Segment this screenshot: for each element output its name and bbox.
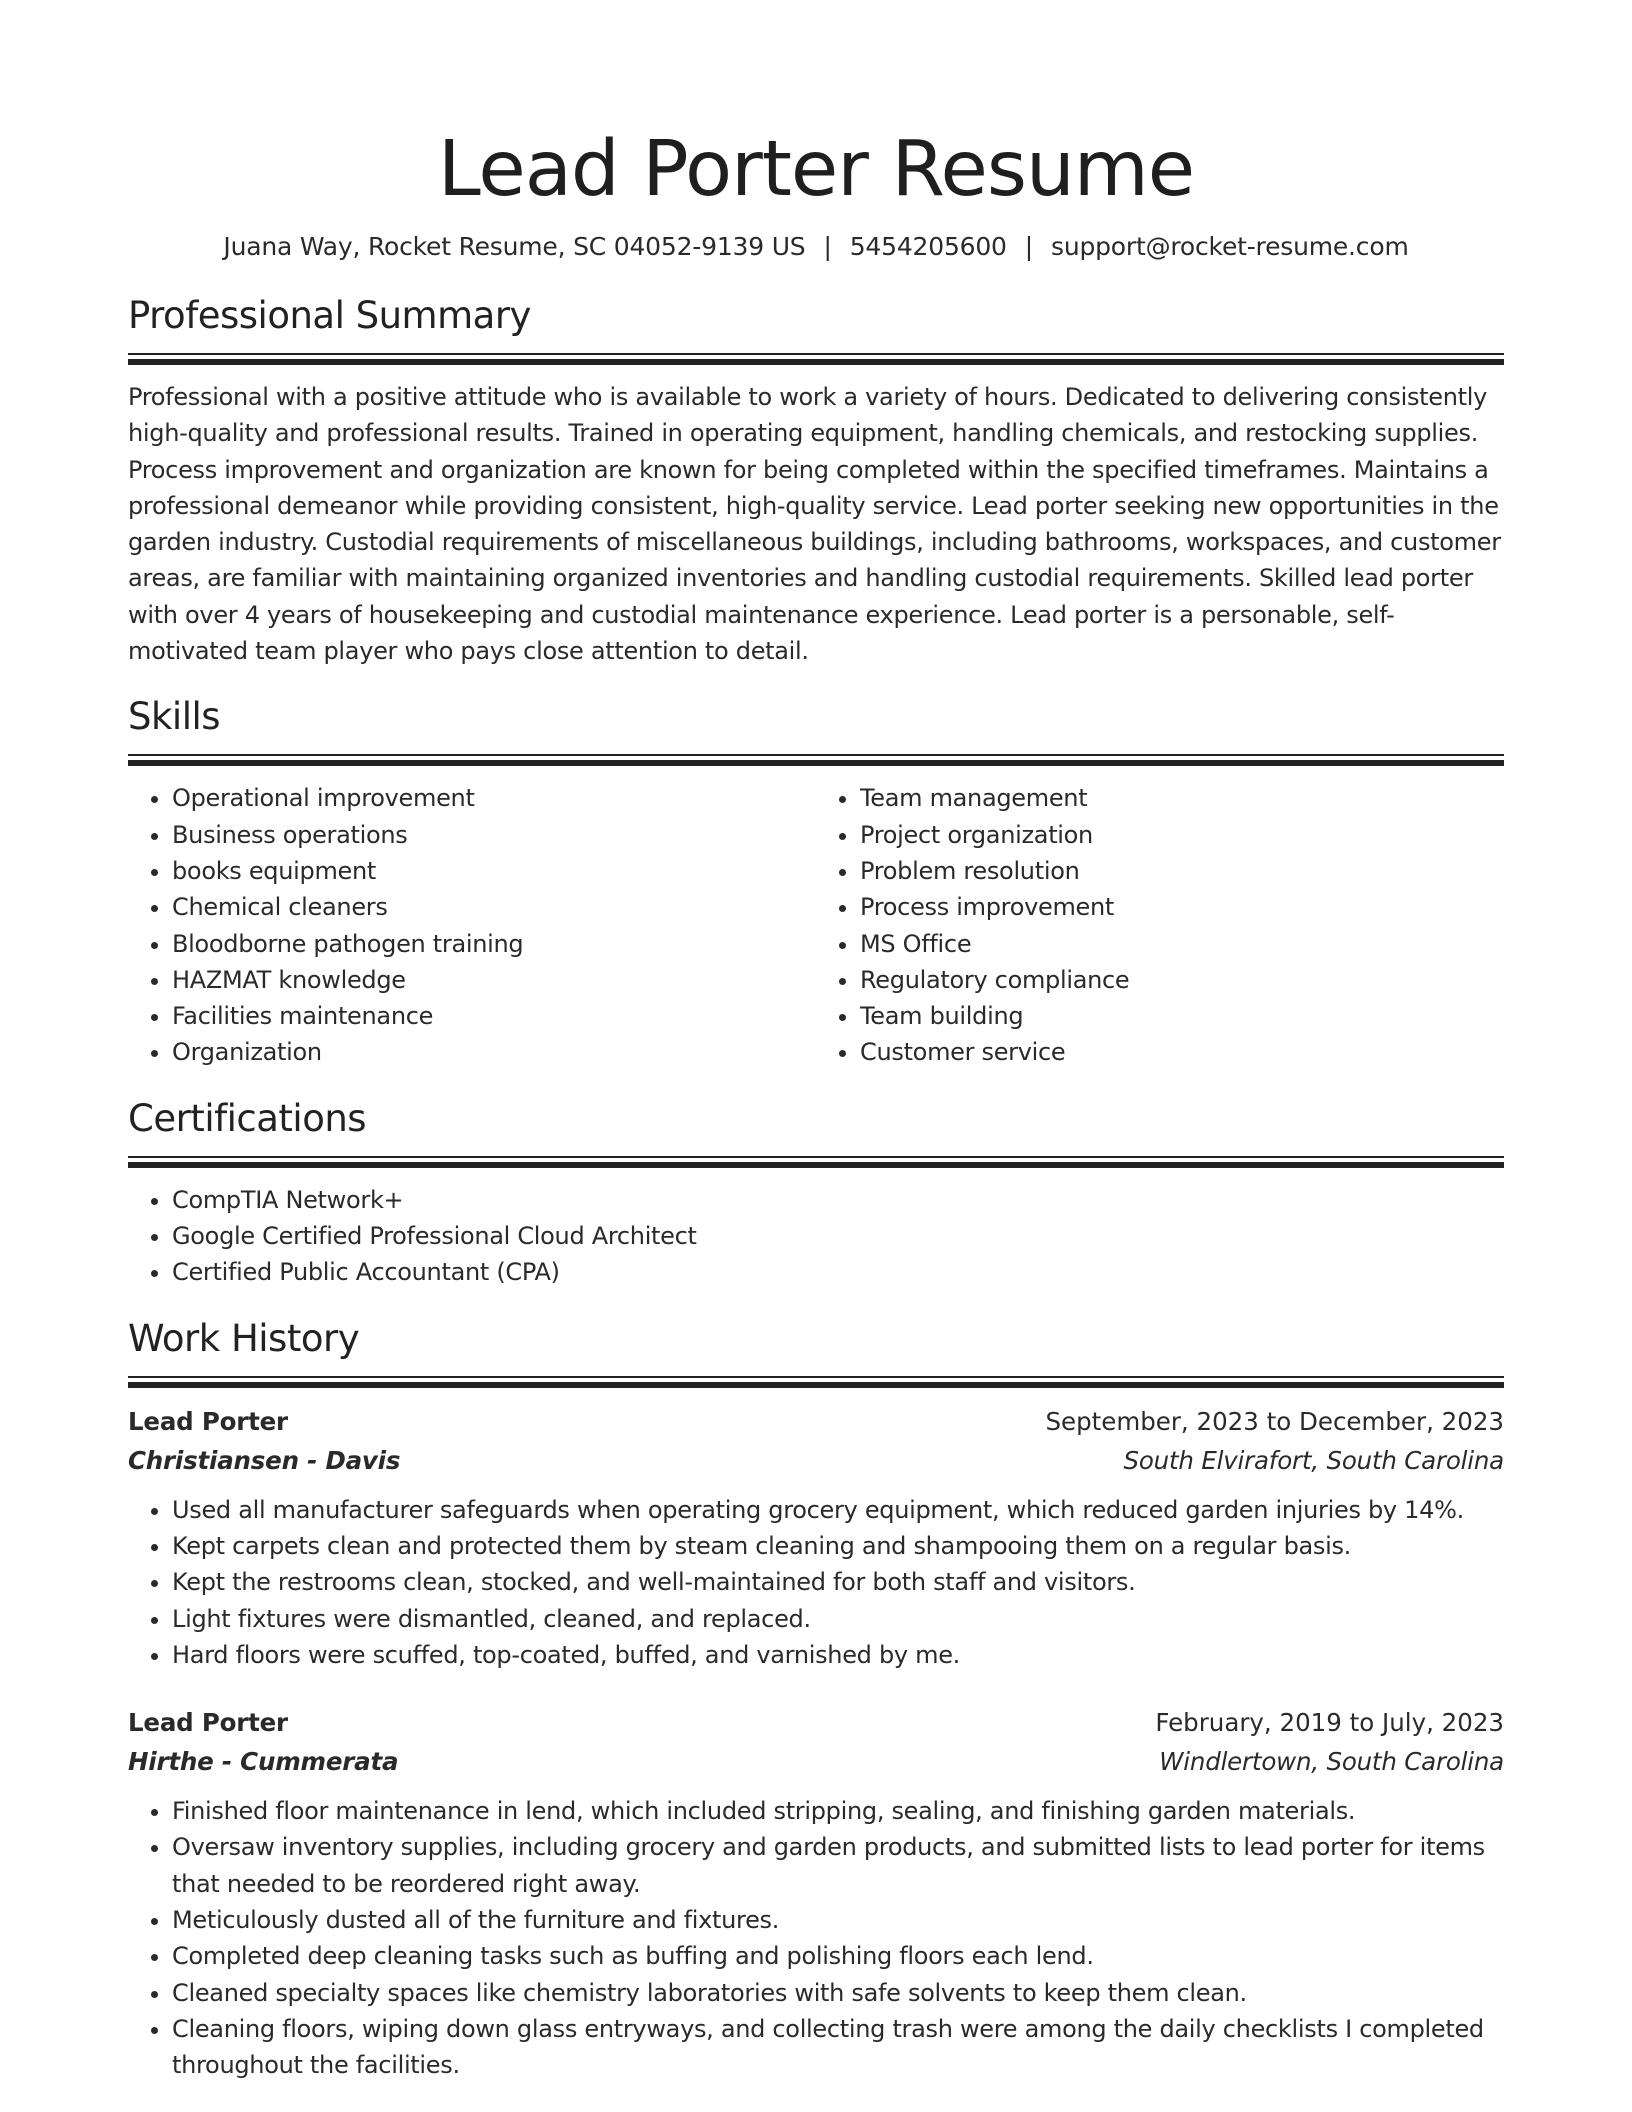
job-bullet: • Cleaning floors, wiping down glass entryways, and collecting trash were among the daily checklists I completed throughout the facilities.: [172, 2011, 1504, 2084]
skills-list-left: [128, 780, 816, 1070]
skill-item: • Facilities maintenance: [172, 998, 816, 1034]
skill-item: • Business operations: [172, 817, 816, 853]
skill-item: • Project organization: [860, 817, 1504, 853]
section-heading-certifications: Certifications: [128, 1096, 367, 1140]
section-divider: [128, 760, 1504, 766]
skill-item: • Chemical cleaners: [172, 889, 816, 925]
certification-item: • Google Certified Professional Cloud Architect: [172, 1218, 1504, 1254]
section-divider: [128, 359, 1504, 365]
section-heading-skills: Skills: [128, 695, 221, 739]
contact-line: [128, 230, 1504, 264]
section-divider: [128, 353, 1504, 355]
skill-item: • Process improvement: [860, 889, 1504, 925]
resume-title: Lead Porter Resume: [437, 125, 1195, 214]
certification-item: • Certified Public Accountant (CPA): [172, 1254, 1504, 1290]
job-dates: September, 2023 to December, 2023: [1045, 1406, 1504, 1436]
summary-section: [128, 293, 1504, 669]
certifications-section: [128, 1096, 1504, 1291]
job-location: Windlertown, South Carolina: [1159, 1747, 1504, 1777]
skill-item: • Team building: [860, 998, 1504, 1034]
section-divider: [128, 1382, 1504, 1388]
job-dates: February, 2019 to July, 2023: [1155, 1708, 1504, 1738]
job-bullet: • Completed deep cleaning tasks such as buffing and polishing floors each lend.: [172, 1938, 1504, 1974]
job-company: Christiansen - Davis: [128, 1445, 401, 1475]
contact-separator: |: [1024, 232, 1033, 261]
section-heading-work-history: Work History: [128, 1316, 360, 1360]
skills-list-right: [816, 780, 1504, 1070]
work-history-section: [128, 1316, 1504, 2084]
job-bullet: • Oversaw inventory supplies, including grocery and garden products, and submitted lists to lead porter for items that needed to be reordered right away.: [172, 1829, 1504, 1902]
skill-item: • books equipment: [172, 853, 816, 889]
job-bullets: [128, 1492, 1504, 1673]
section-heading-summary: Professional Summary: [128, 294, 531, 337]
job-bullet: • Finished floor maintenance in lend, which included stripping, sealing, and finishing garden materials.: [172, 1793, 1504, 1829]
job-entry: [128, 1402, 1504, 1673]
job-bullets: [128, 1793, 1504, 2083]
job-bullet: • Cleaned specialty spaces like chemistry laboratories with safe solvents to keep them clean.: [172, 1975, 1504, 2011]
job-bullet: • Light fixtures were dismantled, cleaned, and replaced.: [172, 1601, 1504, 1637]
job-location: South Elvirafort, South Carolina: [1123, 1445, 1504, 1475]
summary-text: Professional with a positive attitude who is available to work a variety of hours. Dedicated to delivering consistently high-quality and professional results. Trained in operating equipment, handling chemicals, and restocking supplies. Process improvement and organization are known for being completed within the specified timeframes. Maintains a professional demeanor while providing consistent, high-quality service. Lead porter seeking new opportunities in the garden industry. Custodial requirements of miscellaneous buildings, including bathrooms, workspaces, and customer areas, are familiar with maintaining organized inventories and handling custodial requirements. Skilled lead porter with over 4 years of housekeeping and custodial maintenance experience. Lead porter is a personable, self-motivated team player who pays close attention to detail.: [128, 383, 1501, 666]
skill-item: • Problem resolution: [860, 853, 1504, 889]
contact-email: support@rocket-resume.com: [1051, 232, 1409, 261]
skill-item: • Team management: [860, 780, 1504, 816]
certification-item: • CompTIA Network+: [172, 1182, 1504, 1218]
job-bullet: • Hard floors were scuffed, top-coated, buffed, and varnished by me.: [172, 1637, 1504, 1673]
skill-item: • Regulatory compliance: [860, 962, 1504, 998]
skill-item: • Organization: [172, 1034, 816, 1070]
contact-separator: |: [823, 232, 832, 261]
contact-address: Juana Way, Rocket Resume, SC 04052-9139 US: [223, 232, 806, 261]
certifications-list: [128, 1182, 1504, 1291]
skill-item: • Customer service: [860, 1034, 1504, 1070]
job-bullet: • Kept the restrooms clean, stocked, and well-maintained for both staff and visitors.: [172, 1564, 1504, 1600]
job-subheader: [128, 1441, 1504, 1480]
section-divider: [128, 754, 1504, 756]
job-bullet: • Used all manufacturer safeguards when operating grocery equipment, which reduced garden injuries by 14%.: [172, 1492, 1504, 1528]
skills-section: [128, 694, 1504, 1070]
skill-item: • MS Office: [860, 926, 1504, 962]
job-header: [128, 1703, 1504, 1742]
skill-item: • HAZMAT knowledge: [172, 962, 816, 998]
job-bullet: • Meticulously dusted all of the furniture and fixtures.: [172, 1902, 1504, 1938]
section-divider: [128, 1162, 1504, 1168]
skill-item: • Operational improvement: [172, 780, 816, 816]
section-divider: [128, 1156, 1504, 1158]
job-title: Lead Porter: [128, 1406, 288, 1436]
job-title: Lead Porter: [128, 1708, 288, 1738]
section-divider: [128, 1376, 1504, 1378]
contact-phone: 5454205600: [849, 232, 1007, 261]
job-bullet: • Kept carpets clean and protected them by steam cleaning and shampooing them on a regular basis.: [172, 1528, 1504, 1564]
job-header: [128, 1402, 1504, 1441]
skills-columns: [128, 780, 1504, 1070]
resume-page: [128, 0, 1504, 2084]
job-company: Hirthe - Cummerata: [128, 1747, 399, 1777]
skill-item: • Bloodborne pathogen training: [172, 926, 816, 962]
job-subheader: [128, 1742, 1504, 1781]
job-entry: [128, 1703, 1504, 2083]
